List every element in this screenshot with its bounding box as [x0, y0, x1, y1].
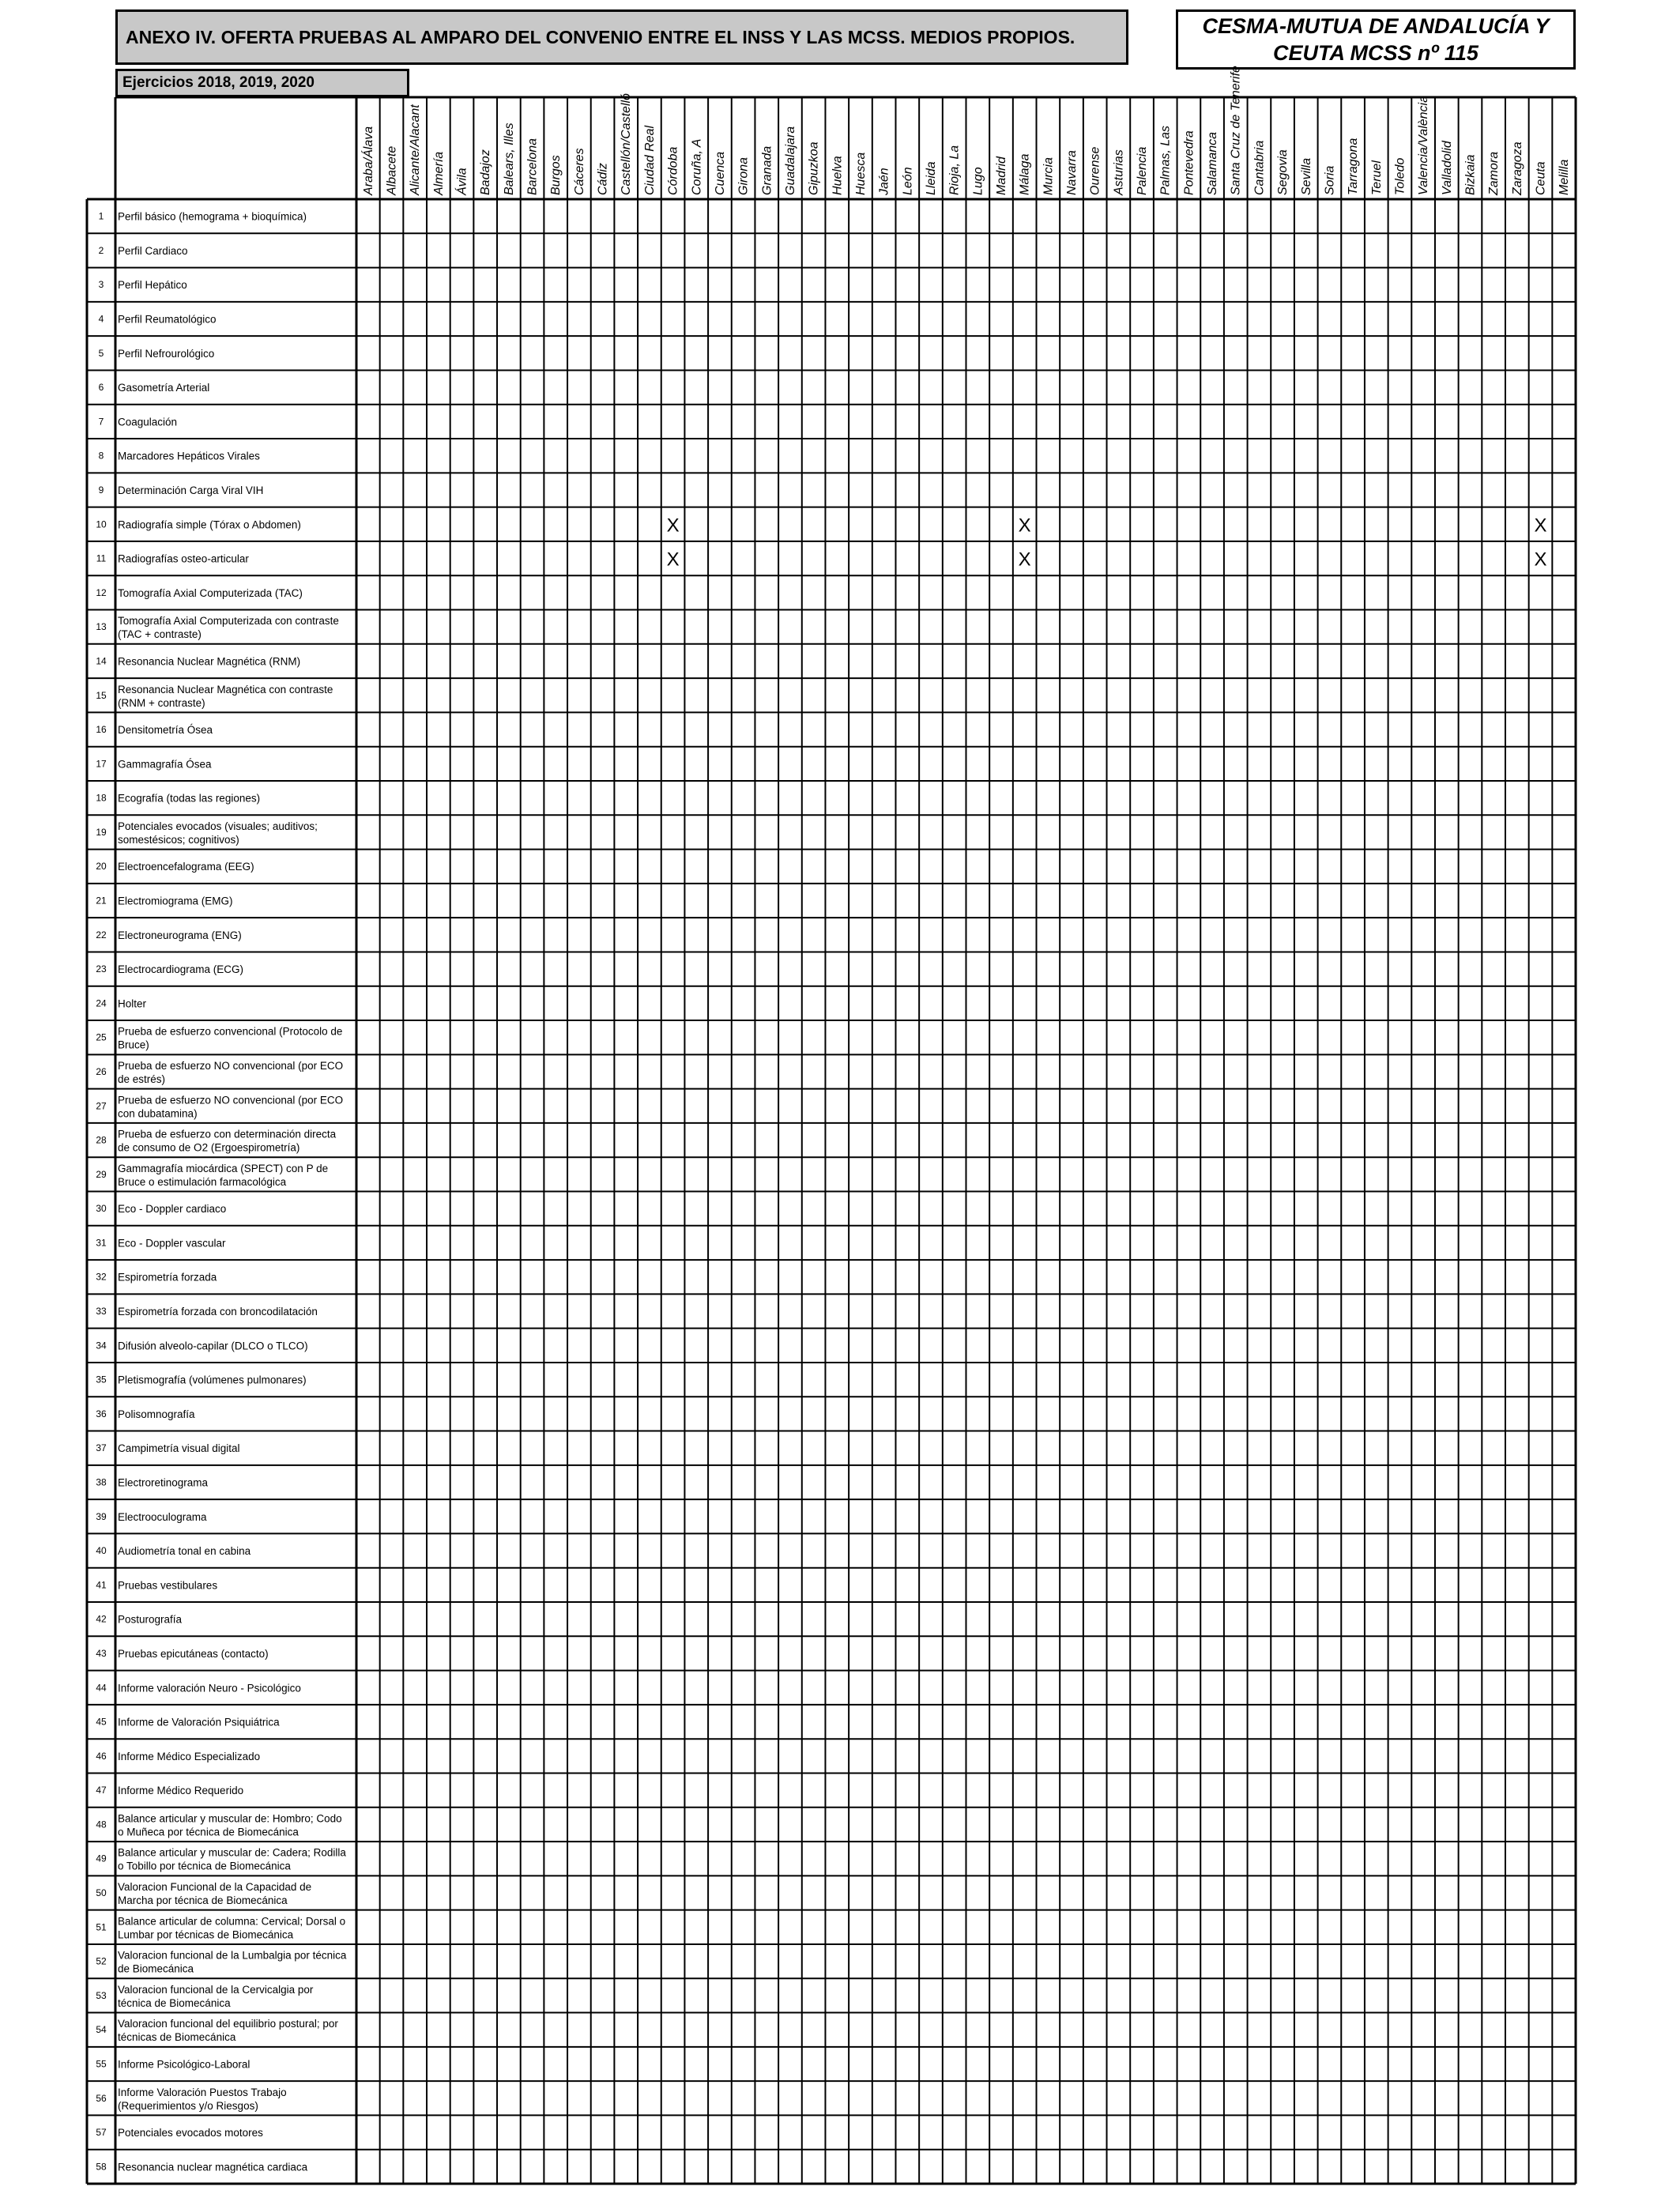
test-name-line: Lumbar por técnicas de Biomecánica — [118, 1928, 294, 1941]
test-name: Perfil básico (hemograma + bioquímica) — [118, 210, 307, 223]
test-number: 22 — [96, 929, 107, 941]
test-number: 43 — [96, 1647, 107, 1659]
test-name-line: Informe Valoración Puestos Trabajo — [118, 2086, 287, 2098]
test-number: 52 — [96, 1955, 107, 1967]
mutua-name-line1: CESMA-MUTUA DE ANDALUCÍA Y — [1202, 14, 1550, 38]
province-column-label: Murcia — [1042, 156, 1056, 195]
test-name-line: (TAC + contraste) — [118, 628, 202, 641]
test-number: 17 — [96, 758, 107, 770]
test-number: 35 — [96, 1374, 107, 1385]
province-column-label: Teruel — [1369, 160, 1384, 195]
test-number: 45 — [96, 1716, 107, 1728]
availability-mark: X — [1534, 515, 1547, 537]
province-column-label: Ciudad Real — [642, 125, 657, 195]
test-name: Espirometría forzada con broncodilatación — [118, 1306, 318, 1318]
test-number: 26 — [96, 1065, 107, 1077]
province-column-label: Lleida — [924, 161, 938, 195]
test-number: 10 — [96, 518, 107, 530]
province-column-label: Almería — [431, 151, 446, 195]
province-column-label: Santa Cruz de Tenerife — [1229, 66, 1243, 195]
test-name-line: (RNM + contraste) — [118, 696, 205, 709]
test-name: Potenciales evocados motores — [118, 2127, 263, 2139]
test-name: Eco - Doppler vascular — [118, 1237, 226, 1250]
province-column-label: Segovia — [1276, 149, 1290, 195]
province-column-label: Córdoba — [666, 146, 680, 195]
test-name-line: de Biomecánica — [118, 1962, 194, 1975]
province-column-label: Asturias — [1112, 149, 1126, 195]
test-name-line: Prueba de esfuerzo NO convencional (por ECO — [118, 1059, 344, 1072]
test-number: 38 — [96, 1476, 107, 1488]
test-number: 30 — [96, 1203, 107, 1215]
test-number: 57 — [96, 2127, 107, 2139]
test-name: Informe Psicológico-Laboral — [118, 2058, 250, 2071]
test-number: 51 — [96, 1921, 107, 1933]
test-name-line: técnica de Biomecánica — [118, 1996, 231, 2009]
test-name-line: (Requerimientos y/o Riesgos) — [118, 2099, 258, 2112]
province-column-label: Barcelona — [525, 138, 540, 195]
test-number: 19 — [96, 826, 107, 838]
test-name: Difusión alveolo-capilar (DLCO o TLCO) — [118, 1340, 308, 1352]
test-number: 41 — [96, 1579, 107, 1591]
province-column-label: Cáceres — [572, 148, 586, 195]
test-name-line: con dubatamina) — [118, 1107, 198, 1120]
province-column-label: Ceuta — [1534, 161, 1548, 195]
test-number: 54 — [96, 2024, 107, 2036]
test-name: Electrocardiograma (ECG) — [118, 963, 244, 976]
test-name-line: Prueba de esfuerzo con determinación directa — [118, 1128, 337, 1140]
test-number: 32 — [96, 1271, 107, 1283]
province-column-label: Coruña, A — [690, 138, 704, 195]
test-number: 27 — [96, 1100, 107, 1112]
test-name-line: Balance articular y muscular de: Hombro; Codo — [118, 1812, 342, 1825]
test-name-line: Bruce o estimulación farmacológica — [118, 1175, 287, 1188]
test-number: 50 — [96, 1887, 107, 1899]
test-name: Holter — [118, 997, 147, 1010]
province-column-label: Albacete — [385, 145, 399, 195]
test-name: Radiografía simple (Tórax o Abdomen) — [118, 518, 301, 531]
test-number: 39 — [96, 1510, 107, 1522]
test-name-line: Resonancia Nuclear Magnética con contraste — [118, 683, 333, 696]
province-column-label: Tarragona — [1347, 138, 1361, 195]
test-name: Informe Médico Especializado — [118, 1750, 261, 1762]
test-name: Posturografía — [118, 1613, 183, 1626]
province-column-label: Zaragoza — [1510, 141, 1524, 195]
province-column-label: Sevilla — [1299, 157, 1313, 195]
test-number: 11 — [96, 552, 107, 564]
province-column-label: Bizkaia — [1463, 154, 1478, 195]
test-name-line: Prueba de esfuerzo NO convencional (por ECO — [118, 1094, 344, 1106]
availability-mark: X — [1534, 548, 1547, 571]
test-name: Electroencefalograma (EEG) — [118, 861, 254, 873]
test-name: Marcadores Hepáticos Virales — [118, 450, 260, 462]
test-number: 49 — [96, 1853, 107, 1864]
test-name: Electroretinograma — [118, 1476, 209, 1489]
test-number: 13 — [96, 621, 107, 633]
test-number: 48 — [96, 1819, 107, 1830]
test-number: 42 — [96, 1613, 107, 1625]
test-name-line: o Tobillo por técnica de Biomecánica — [118, 1860, 291, 1872]
test-number: 46 — [96, 1750, 107, 1762]
test-name-line: o Muñeca por técnica de Biomecánica — [118, 1826, 299, 1838]
province-column-label: Cantabria — [1252, 140, 1267, 195]
test-name: Polisomnografía — [118, 1408, 195, 1420]
province-column-label: Málaga — [1018, 153, 1032, 195]
test-number: 5 — [98, 347, 104, 359]
test-name-line: Valoracion funcional del equilibrio postural; por — [118, 2018, 338, 2030]
test-name: Electrooculograma — [118, 1510, 207, 1523]
test-number: 53 — [96, 1989, 107, 2001]
test-name-line: de estrés) — [118, 1072, 166, 1085]
test-name: Tomografía Axial Computerizada (TAC) — [118, 586, 303, 599]
test-name-line: Valoracion funcional de la Cervicalgia por — [118, 1983, 314, 1996]
test-number: 8 — [98, 450, 104, 462]
test-name-line: Prueba de esfuerzo convencional (Protocolo de — [118, 1025, 343, 1038]
test-number: 1 — [98, 210, 104, 222]
test-name: Informe Médico Requerido — [118, 1785, 244, 1797]
province-column-label: Valladolid — [1440, 141, 1454, 195]
test-number: 36 — [96, 1408, 107, 1419]
test-number: 12 — [96, 586, 107, 598]
test-name: Electromiograma (EMG) — [118, 895, 233, 907]
province-column-label: Madrid — [995, 156, 1009, 195]
test-name: Gasometría Arterial — [118, 382, 210, 394]
test-name: Audiometría tonal en cabina — [118, 1545, 251, 1558]
availability-mark: X — [1018, 548, 1031, 571]
test-name: Radiografías osteo-articular — [118, 552, 249, 565]
test-name: Ecografía (todas las regiones) — [118, 792, 261, 805]
test-name-line: Potenciales evocados (visuales; auditivos; — [118, 820, 318, 832]
test-number: 7 — [98, 416, 104, 428]
test-name-line: Balance articular de columna: Cervical; Dorsal o — [118, 1915, 346, 1928]
test-name: Informe de Valoración Psiquiátrica — [118, 1716, 280, 1728]
test-number: 15 — [96, 689, 107, 701]
province-column-label: Huesca — [853, 152, 868, 195]
availability-mark: X — [666, 515, 680, 537]
province-column-label: Granada — [760, 145, 774, 195]
test-name-line: Valoracion funcional de la Lumbalgia por técnica — [118, 1949, 347, 1962]
province-column-label: Jaén — [877, 168, 891, 195]
test-name: Campimetría visual digital — [118, 1442, 240, 1455]
test-name: Eco - Doppler cardiaco — [118, 1203, 227, 1216]
province-column-label: Navarra — [1065, 150, 1079, 195]
test-number: 6 — [98, 382, 104, 394]
test-name: Informe valoración Neuro - Psicológico — [118, 1682, 301, 1695]
province-column-label: Soria — [1323, 165, 1337, 195]
test-number: 25 — [96, 1031, 107, 1043]
province-column-label: Burgos — [549, 155, 563, 195]
test-number: 58 — [96, 2161, 107, 2173]
test-number: 33 — [96, 1306, 107, 1318]
test-number: 18 — [96, 792, 107, 804]
province-column-label: Palencia — [1136, 146, 1150, 195]
province-column-label: Cuenca — [713, 151, 727, 195]
province-column-label: Guadalajara — [783, 126, 797, 195]
test-name-line: Marcha por técnica de Biomecánica — [118, 1894, 288, 1907]
test-number: 23 — [96, 963, 107, 975]
test-number: 40 — [96, 1545, 107, 1557]
province-column-label: Ourense — [1088, 146, 1102, 195]
province-column-label: Badajoz — [479, 149, 493, 195]
test-name: Electroneurograma (ENG) — [118, 929, 242, 941]
province-column-label: Salamanca — [1206, 131, 1220, 195]
test-number: 28 — [96, 1134, 107, 1146]
test-number: 37 — [96, 1442, 107, 1454]
test-number: 31 — [96, 1237, 107, 1249]
test-name: Determinación Carga Viral VIH — [118, 484, 264, 496]
test-name: Perfil Nefrourológico — [118, 347, 215, 360]
test-number: 24 — [96, 997, 107, 1009]
test-number: 20 — [96, 861, 107, 873]
province-column-label: Toledo — [1393, 157, 1407, 195]
test-name: Gammagrafía Ósea — [118, 758, 212, 771]
test-number: 56 — [96, 2092, 107, 2104]
province-column-label: Pontevedra — [1182, 130, 1196, 195]
availability-mark: X — [666, 548, 680, 571]
test-number: 9 — [98, 484, 104, 496]
province-column-label: Girona — [736, 156, 751, 195]
province-column-label: Cádiz — [596, 163, 610, 195]
test-name: Resonancia Nuclear Magnética (RNM) — [118, 655, 301, 668]
test-name-line: Tomografía Axial Computerizada con contraste — [118, 615, 339, 628]
province-column-label: Rioja, La — [947, 145, 962, 195]
test-number: 34 — [96, 1340, 107, 1351]
test-name: Densitometría Ósea — [118, 724, 213, 737]
province-column-label: Palmas, Las — [1158, 125, 1173, 195]
test-number: 3 — [98, 279, 104, 291]
test-name-line: técnicas de Biomecánica — [118, 2031, 236, 2044]
province-column-label: León — [901, 167, 915, 195]
test-name-line: Balance articular y muscular de: Cadera; Rodilla — [118, 1846, 346, 1859]
province-column-label: Castellón/Castelló — [620, 93, 634, 195]
test-name: Pruebas epicutáneas (contacto) — [118, 1647, 269, 1660]
test-name: Espirometría forzada — [118, 1271, 217, 1284]
test-number: 47 — [96, 1785, 107, 1796]
test-name-line: somestésicos; cognitivos) — [118, 833, 239, 846]
test-number: 4 — [98, 313, 104, 325]
province-column-label: Ávila — [455, 168, 469, 195]
test-name: Coagulación — [118, 416, 178, 428]
province-column-label: Huelva — [831, 156, 845, 195]
test-name: Pletismografía (volúmenes pulmonares) — [118, 1374, 307, 1386]
test-number: 21 — [96, 895, 107, 907]
document-title-text: ANEXO IV. OFERTA PRUEBAS AL AMPARO DEL CONVENIO ENTRE EL INSS Y LAS MCSS. MEDIOS PROPIOS. — [126, 26, 1075, 47]
test-number: 55 — [96, 2058, 107, 2070]
test-name-line: Gammagrafía miocárdica (SPECT) con P de — [118, 1162, 329, 1174]
test-name: Resonancia nuclear magnética cardiaca — [118, 2161, 308, 2173]
test-number: 44 — [96, 1682, 107, 1694]
test-number: 14 — [96, 655, 107, 667]
exercise-years-text: Ejercicios 2018, 2019, 2020 — [122, 74, 315, 91]
test-name-line: Bruce) — [118, 1039, 149, 1051]
test-name: Pruebas vestibulares — [118, 1579, 218, 1592]
province-column-label: Alicante/Alacant — [409, 104, 423, 195]
test-name: Perfil Cardiaco — [118, 244, 188, 257]
test-number: 16 — [96, 724, 107, 736]
province-column-label: Gipuzkoa — [807, 141, 821, 195]
test-number: 2 — [98, 244, 104, 256]
province-column-label: Valencia/València — [1417, 95, 1431, 195]
province-column-label: Lugo — [971, 167, 985, 195]
test-name-line: Valoracion Funcional de la Capacidad de — [118, 1881, 312, 1894]
availability-mark: X — [1018, 515, 1031, 537]
test-name: Perfil Hepático — [118, 279, 187, 292]
test-name: Perfil Reumatológico — [118, 313, 217, 326]
province-column-label: Melilla — [1558, 159, 1572, 195]
test-number: 29 — [96, 1168, 107, 1180]
test-name-line: de consumo de O2 (Ergoespirometría) — [118, 1141, 300, 1154]
province-column-label: Balears, Illes — [502, 123, 516, 195]
province-column-label: Zamora — [1487, 151, 1501, 195]
province-column-label: Araba/Álava — [361, 126, 375, 195]
mutua-name-line2: CEUTA MCSS nº 115 — [1273, 41, 1478, 65]
